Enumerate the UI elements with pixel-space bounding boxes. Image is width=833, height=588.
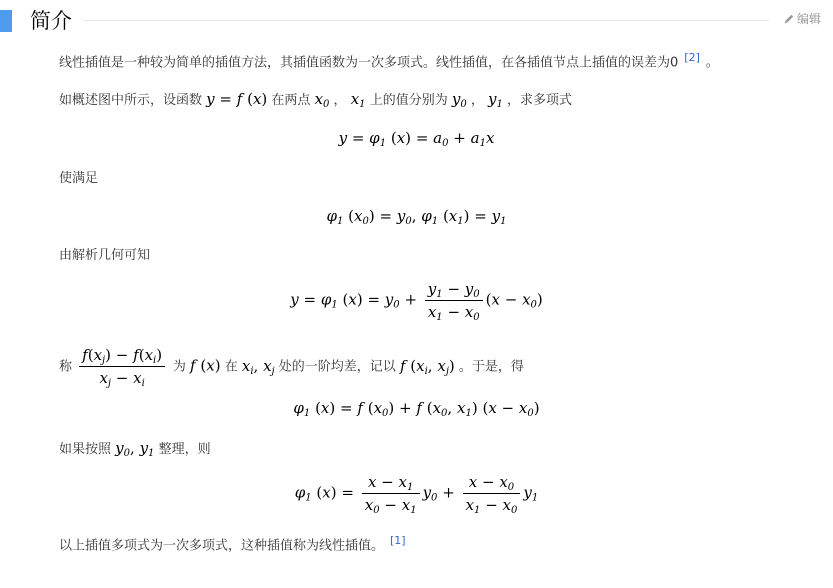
reference-link-1[interactable]: [1] [390,534,406,547]
edit-button[interactable] [783,11,821,27]
math-x0: $x_0$ [314,90,330,110]
paragraph-rearrange-text-a: 如果按照 [59,442,112,457]
title-divider [84,20,769,21]
reference-link-2[interactable]: [2] [684,51,700,64]
section-accent-bar [0,10,12,32]
paragraph-rearrange [59,438,211,460]
fraction-slope: $\frac{y_1 - y_0}{x_1 - x_0}$ [425,280,483,321]
equation-conditions: $\varphi_1$ $(x_0) = y_0$, $\varphi_1$ $(x_1) = y_1$ [326,207,507,227]
paragraph-setup-text-a: 如概述图中所示，设函数 [59,93,203,108]
math-function-f: y = f (x) [206,90,268,108]
equation-newton-form: $\varphi_1$ (x) = f $(x_0) + f$ ($x_0$, $x_1$) $(x - x_0)$ [293,399,540,419]
math-divided-difference-fraction: $\frac{f(x_j) - f(x_i)}{x_j - x_i}$ [76,357,173,375]
paragraph-setup-comma-2: ， [470,93,484,108]
paragraph-analytic: 由解析几何可知 [59,248,151,263]
equation-point-slope: $y = \varphi_1$ $(x) = y_0$ + $\frac{y_1 - y_0}{x_1 - x_0}$ $(x - x_0)$ [290,280,543,323]
paragraph-intro [59,48,719,73]
paragraph-dd-text-e: 。于是，得 [458,359,524,375]
fraction-l1: $\frac{x - x_0}{x_1 - x_0}$ [463,473,521,514]
math-y0: $y_0$ [451,90,467,110]
paragraph-divided-difference [59,346,524,387]
paragraph-conclusion-text: 以上插值多项式为一次多项式，这种插值称为线性插值。 [59,538,385,554]
math-f-xi-xj: f ($x_i$, $x_j$) [399,356,455,377]
paragraph-rearrange-text-b: 整理，则 [158,442,211,457]
paragraph-dd-text-d: 处的一阶均差，记以 [278,359,396,375]
paragraph-setup-text-f: ，求多项式 [507,93,573,108]
math-fx: f (x) [190,356,221,375]
paragraph-dd-text-b: 为 [172,359,186,375]
paragraph-conclusion [59,531,406,556]
math-x1: $x_1$ [350,90,366,110]
fraction-l0: $\frac{x - x_1}{x_0 - x_1}$ [362,473,420,514]
edit-label: 编辑 [796,12,821,26]
equation-polynomial: $y = \varphi_1$ $(x) = a_0 + a_1x$ [338,129,495,149]
section-title: 简介 [30,9,72,33]
math-y1: $y_1$ [488,90,503,110]
paragraph-condition: 使满足 [59,171,99,186]
paragraph-intro-text: 线性插值是一种较为简单的插值方法，其插值函数为一次多项式。线性插值，在各插值节点上插值的误差为0 [59,55,679,71]
paragraph-setup-comma-1: ， [333,93,347,108]
paragraph-setup-text-b: 在两点 [271,93,311,108]
math-y0-y1: $y_0$, $y_1$ [115,439,155,459]
paragraph-dd-text-a: 称 [59,359,73,375]
paragraph-setup-text-d: 上的值分别为 [369,93,448,108]
paragraph-dd-text-c: 在 [224,359,238,375]
math-xi-xj: $x_i$, $x_j$ [241,356,275,377]
pencil-icon [783,13,795,25]
paragraph-intro-end: 。 [705,55,719,71]
paragraph-setup [59,89,572,111]
equation-lagrange-form: $\varphi_1$ (x) = $\frac{x - x_1}{x_0 - x_1}$ $y_0$ + $\frac{x - x_0}{x_1 - x_0}$ $y_1$ [294,473,539,516]
